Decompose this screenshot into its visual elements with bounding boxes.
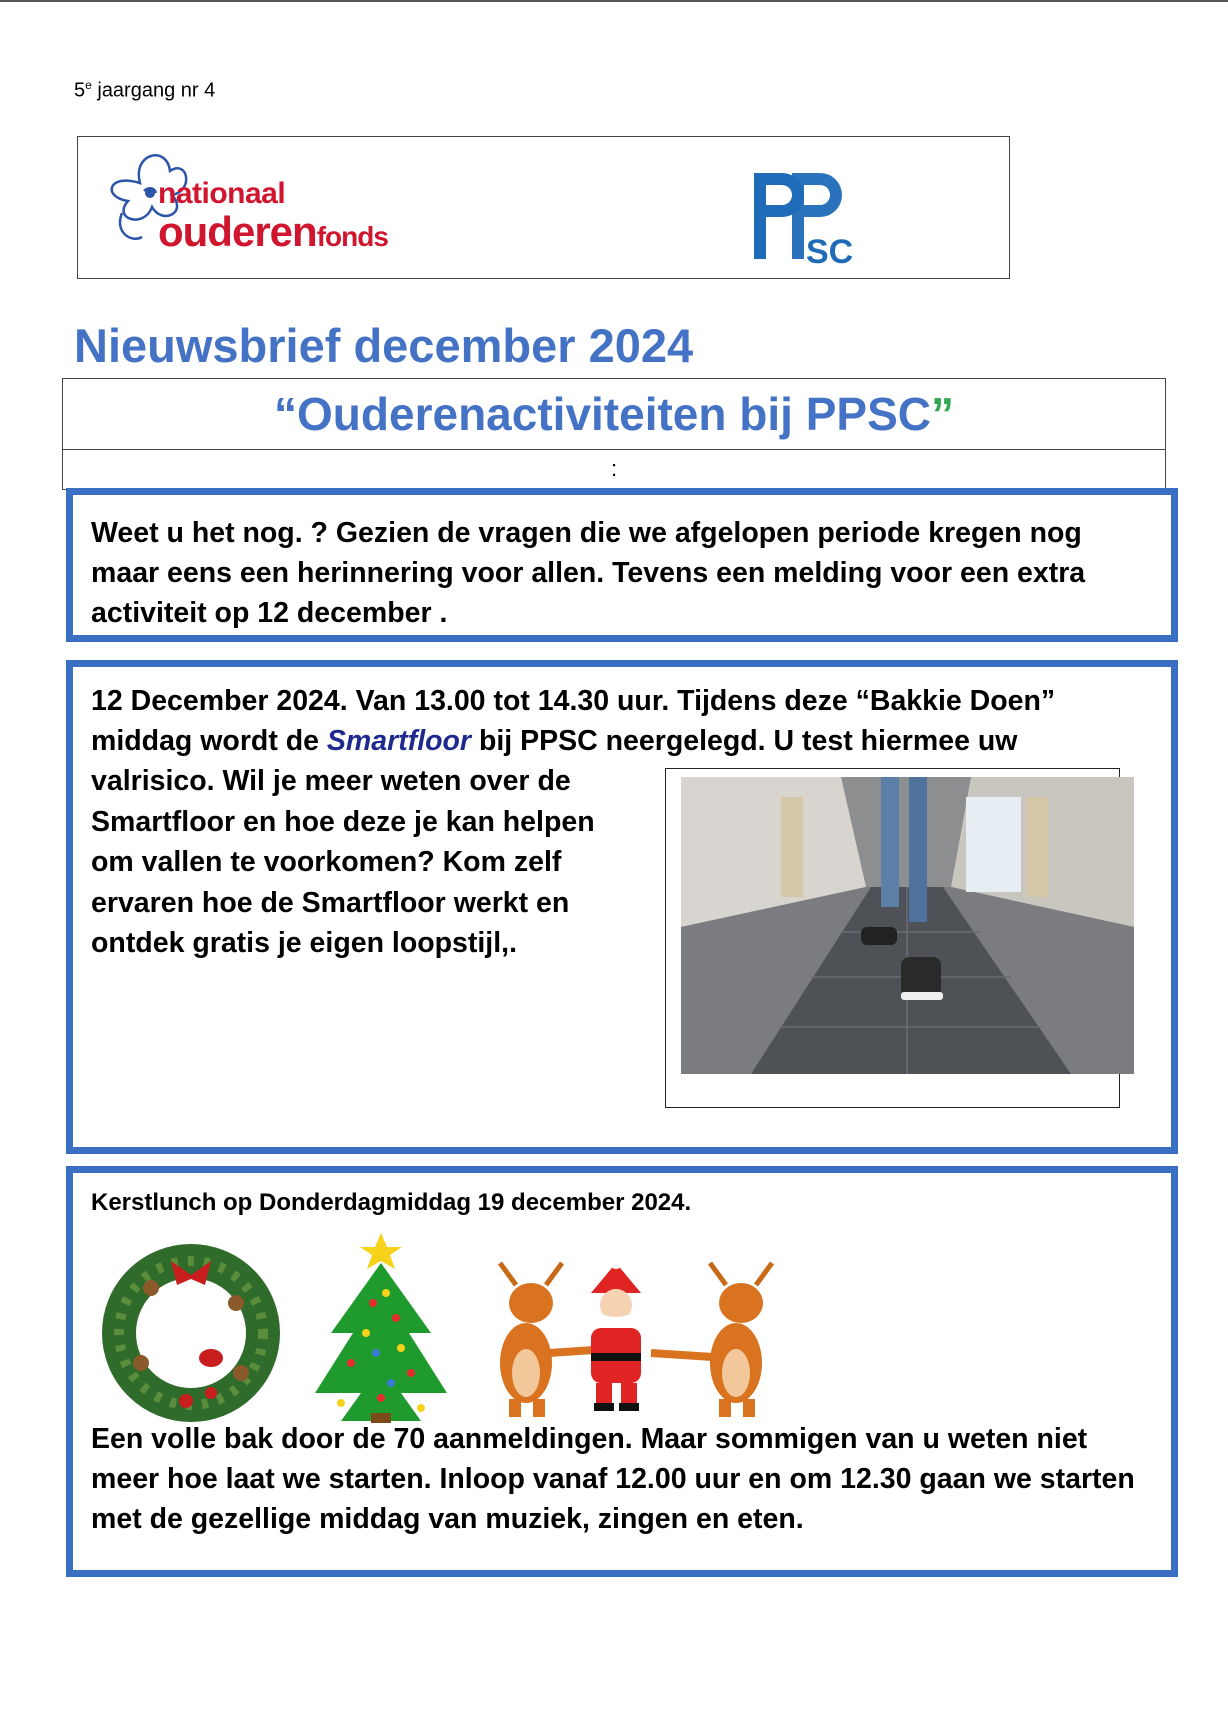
reindeer-icon-right xyxy=(651,1263,772,1417)
subtitle: “Ouderenactiviteiten bij PPSC” xyxy=(63,379,1165,450)
top-border-line xyxy=(0,0,1228,2)
newsletter-title: Nieuwsbrief december 2024 xyxy=(74,319,694,372)
smartfloor-intro: 12 December 2024. Van 13.00 tot 14.30 uur. Tijdens deze “Bakkie Doen” middag wordt de Smartfloor bij PPSC neergelegd. U test hiermee uw xyxy=(91,685,1056,757)
smartfloor-emphasis: Smartfloor xyxy=(326,725,472,757)
christmas-tree-icon xyxy=(315,1233,447,1423)
wreath-icon xyxy=(119,1261,263,1408)
smartfloor-photo-frame xyxy=(665,768,1120,1108)
christmas-lunch-box xyxy=(66,1166,1178,1577)
ppsc-logo xyxy=(748,167,860,271)
reminder-box xyxy=(66,488,1178,642)
smartfloor-photo xyxy=(681,777,1134,1074)
christmas-clipart xyxy=(91,1223,811,1423)
christmas-lunch-text: Een volle bak door de 70 aanmeldingen. Maar sommigen van u weten niet meer hoe laat we starten. Inloop vanaf 12.00 uur en om 12.30 gaan we starten met de gezellige middag van muziek, zingen en eten. xyxy=(91,1423,1135,1535)
logo-text-nationaal: nationaal xyxy=(158,177,286,210)
logo-text-ouderenfonds: ouderenfonds xyxy=(158,208,388,255)
logo-banner xyxy=(77,136,1010,279)
smartfloor-description: valrisico. Wil je meer weten over de Smartfloor en hoe deze je kan helpen om vallen te voorkomen? Kom zelf ervaren hoe de Smartfloor werkt en ontdek gratis je eigen loopstijl,. xyxy=(91,765,595,959)
santa-icon xyxy=(591,1257,641,1411)
christmas-lunch-heading: Kerstlunch op Donderdagmiddag 19 december 2024. xyxy=(91,1189,692,1216)
smartfloor-box xyxy=(66,660,1178,1154)
subtitle-table xyxy=(62,378,1166,490)
reminder-text: Weet u het nog. ? Gezien de vragen die we afgelopen periode kregen nog maar eens een herinnering voor allen. Tevens een melding voor een extra activiteit op 12 december . xyxy=(91,517,1086,629)
subtitle-colon: : xyxy=(610,456,618,481)
issue-number: 5e jaargang nr 4 xyxy=(74,78,216,102)
ppsc-logo-sc: SC xyxy=(806,233,854,271)
